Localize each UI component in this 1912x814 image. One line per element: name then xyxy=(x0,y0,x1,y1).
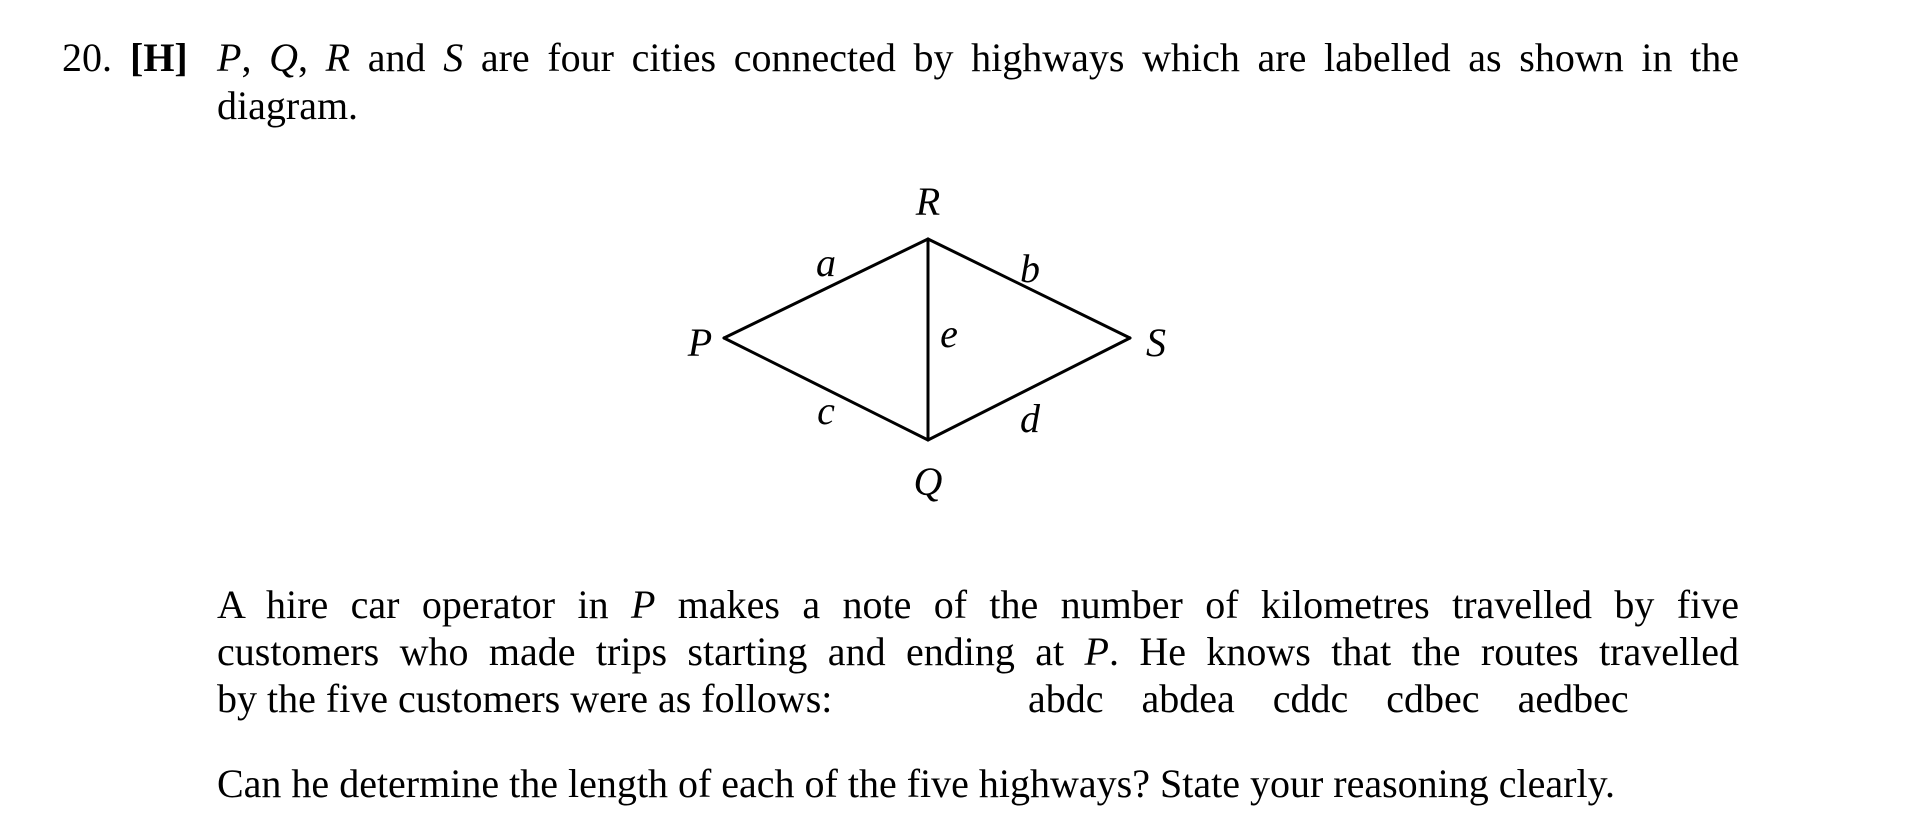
route-5: aedbec xyxy=(1517,676,1629,721)
difficulty-tag-text: [H] xyxy=(130,35,188,80)
city-s-label: S xyxy=(443,35,464,80)
final-question xyxy=(217,760,1615,808)
route-2: abdea xyxy=(1141,676,1235,721)
route-1: abdc xyxy=(1028,676,1104,721)
edge-label-b: b xyxy=(1020,246,1040,291)
difficulty-tag xyxy=(130,34,188,82)
body-line-2-pre: customers who made trips starting and ending at xyxy=(217,629,1085,674)
route-4: cdbec xyxy=(1386,676,1480,721)
edge-b-line xyxy=(928,239,1130,338)
intro-line-2-text: diagram. xyxy=(217,83,359,128)
body-line-3 xyxy=(217,675,832,723)
vertex-label-q: Q xyxy=(913,459,943,504)
body-line-2 xyxy=(217,628,1739,676)
question-intro-line-2 xyxy=(217,82,358,130)
intro-and: and xyxy=(350,35,444,80)
edge-a-line xyxy=(724,239,928,338)
edge-label-d: d xyxy=(1020,396,1040,441)
intro-rest: are four cities connected by highways which are labelled as shown in the xyxy=(463,35,1740,80)
final-question-text: Can he determine the length of each of the five highways? State your reasoning clearly. xyxy=(217,761,1616,806)
body-line-1-pre: A hire car operator in xyxy=(217,582,631,627)
body-line-2-city-p: P xyxy=(1084,629,1109,674)
vertex-label-s: S xyxy=(1146,320,1166,365)
body-line-1-post: makes a note of the number of kilometres travelled by five xyxy=(655,582,1739,627)
city-q-label: Q xyxy=(269,35,298,80)
body-line-1 xyxy=(217,581,1739,629)
intro-comma-1: , xyxy=(241,35,270,80)
body-line-3-text: by the five customers were as follows: xyxy=(217,676,833,721)
edge-label-e: e xyxy=(940,311,958,356)
routes-list xyxy=(1028,675,1667,723)
question-intro-line-1 xyxy=(217,34,1739,82)
edge-label-c: c xyxy=(817,388,835,433)
question-number-text: 20. xyxy=(62,35,112,80)
vertex-label-p: P xyxy=(687,320,713,365)
vertex-label-r: R xyxy=(915,179,941,224)
intro-comma-2: , xyxy=(298,35,326,80)
body-line-1-city-p: P xyxy=(630,582,656,627)
edge-c-line xyxy=(724,338,928,440)
body-line-2-post: . He knows that the routes travelled xyxy=(1108,629,1739,674)
route-3: cddc xyxy=(1272,676,1349,721)
question-number xyxy=(62,34,112,82)
city-p-label: P xyxy=(217,35,242,80)
edge-d-line xyxy=(928,338,1130,440)
city-r-label: R xyxy=(325,35,351,80)
edge-label-a: a xyxy=(816,240,836,285)
